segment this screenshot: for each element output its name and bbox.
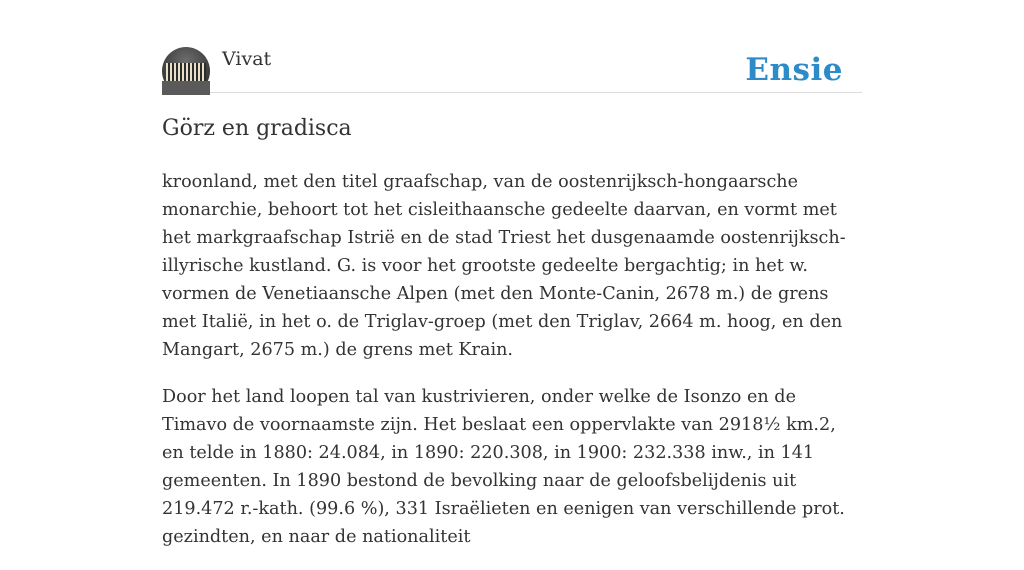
header bbox=[162, 46, 862, 93]
paragraph: kroonland, met den titel graafschap, van de oostenrijksch-hongaarsche monarchie, behoort tot het cisleithaansche gedeelte daarvan, en vormt met het markgraafschap Istrië en de stad Triest het dusgenaamde oostenrijksch-illyrische kustland. G. is voor het grootste gedeelte bergachtig; in het w. vormen de Venetiaansche Alpen (met den Monte-Canin, 2678 m.) de grens met Italië, in het o. de Triglav-groep (met den Triglav, 2664 m. hoog, en den Mangart, 2675 m.) de grens met Krain. bbox=[162, 172, 846, 360]
article-title: Görz en gradisca bbox=[162, 116, 352, 141]
site-logo[interactable]: Ensie bbox=[745, 52, 843, 88]
building-columns-avatar-icon bbox=[166, 63, 206, 81]
article-body bbox=[162, 168, 862, 570]
avatar-base bbox=[162, 81, 210, 95]
avatar[interactable] bbox=[162, 47, 210, 95]
author-name[interactable]: Vivat bbox=[222, 48, 272, 70]
paragraph: Door het land loopen tal van kustrivieren, onder welke de Isonzo en de Timavo de voornaamste zijn. Het beslaat een oppervlakte van 2918½ km.2, en telde in 1880: 24.084, in 1890: 220.308, in 1900: 232.338 inw., in 141 gemeenten. In 1890 bestond de bevolking naar de geloofsbelijdenis uit 219.472 r.-kath. (99.6 %), 331 Israëlieten en eenigen van verschillende prot. gezindten, en naar de nationaliteit bbox=[162, 387, 845, 547]
